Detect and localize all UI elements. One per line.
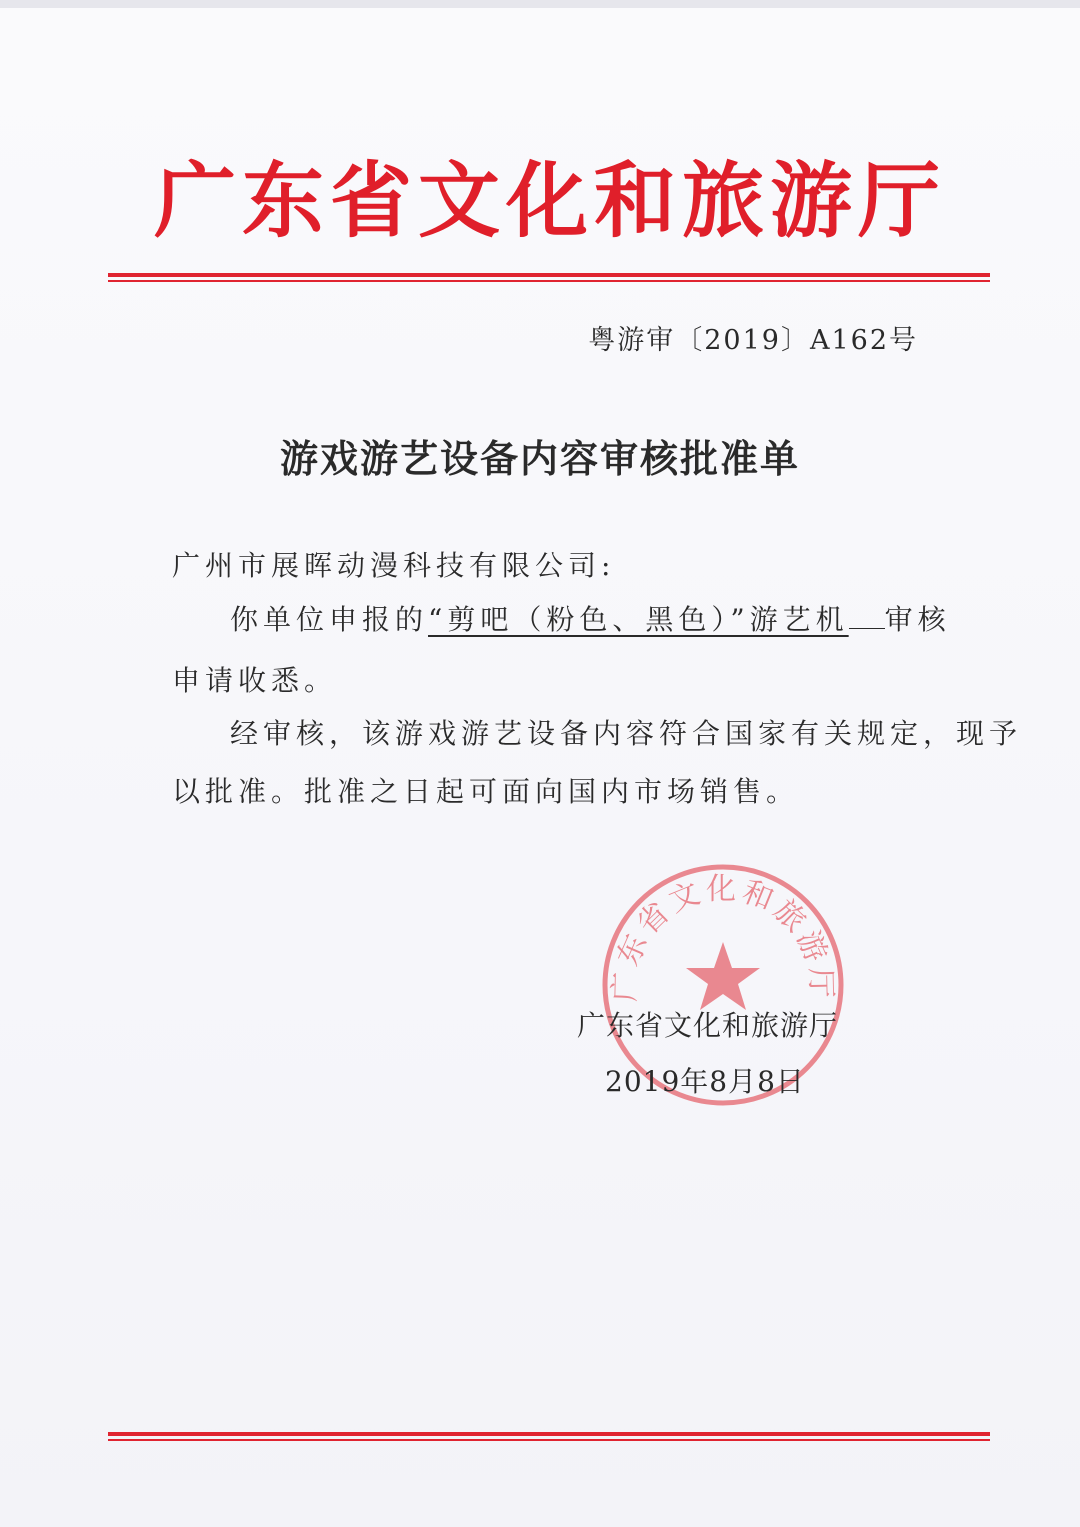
document-number: 粤游审〔2019〕A162号	[588, 325, 918, 356]
paragraph-1-line-1	[230, 603, 990, 636]
rule-thin-line	[108, 280, 990, 282]
seal-text-graphic: 广东省文化和旅游厅	[607, 872, 839, 1003]
paragraph-2-line-1: 经审核，该游戏游艺设备内容符合国家有关规定，现予	[230, 717, 1023, 750]
paragraph-1-line-2: 申请收悉。	[172, 664, 338, 697]
paragraph-2-line-2: 以批准。批准之日起可面向国内市场销售。	[172, 775, 800, 808]
letterhead-title: 广东省文化和旅游厅	[153, 153, 946, 249]
rule-thick-line	[108, 273, 990, 277]
paragraph-1-prefix: 你单位申报的	[230, 603, 429, 636]
product-name: “剪吧（粉色、黑色）”游艺机	[428, 603, 849, 636]
seal-star-icon	[686, 942, 760, 1010]
page-top-edge	[0, 0, 1080, 8]
rule-thin-line	[108, 1439, 990, 1441]
fill-in-underline	[849, 606, 885, 629]
footer-red-rule	[108, 1432, 990, 1441]
letterhead-red-rule	[108, 273, 990, 282]
document-title: 游戏游艺设备内容审核批准单	[279, 436, 800, 481]
signature-organization: 广东省文化和旅游厅	[577, 1009, 839, 1042]
paragraph-1-suffix: 审核	[884, 603, 951, 636]
rule-thick-line	[108, 1432, 990, 1436]
recipient-line: 广州市展晖动漫科技有限公司:	[172, 549, 616, 582]
signature-date: 2019年8月8日	[605, 1065, 805, 1098]
